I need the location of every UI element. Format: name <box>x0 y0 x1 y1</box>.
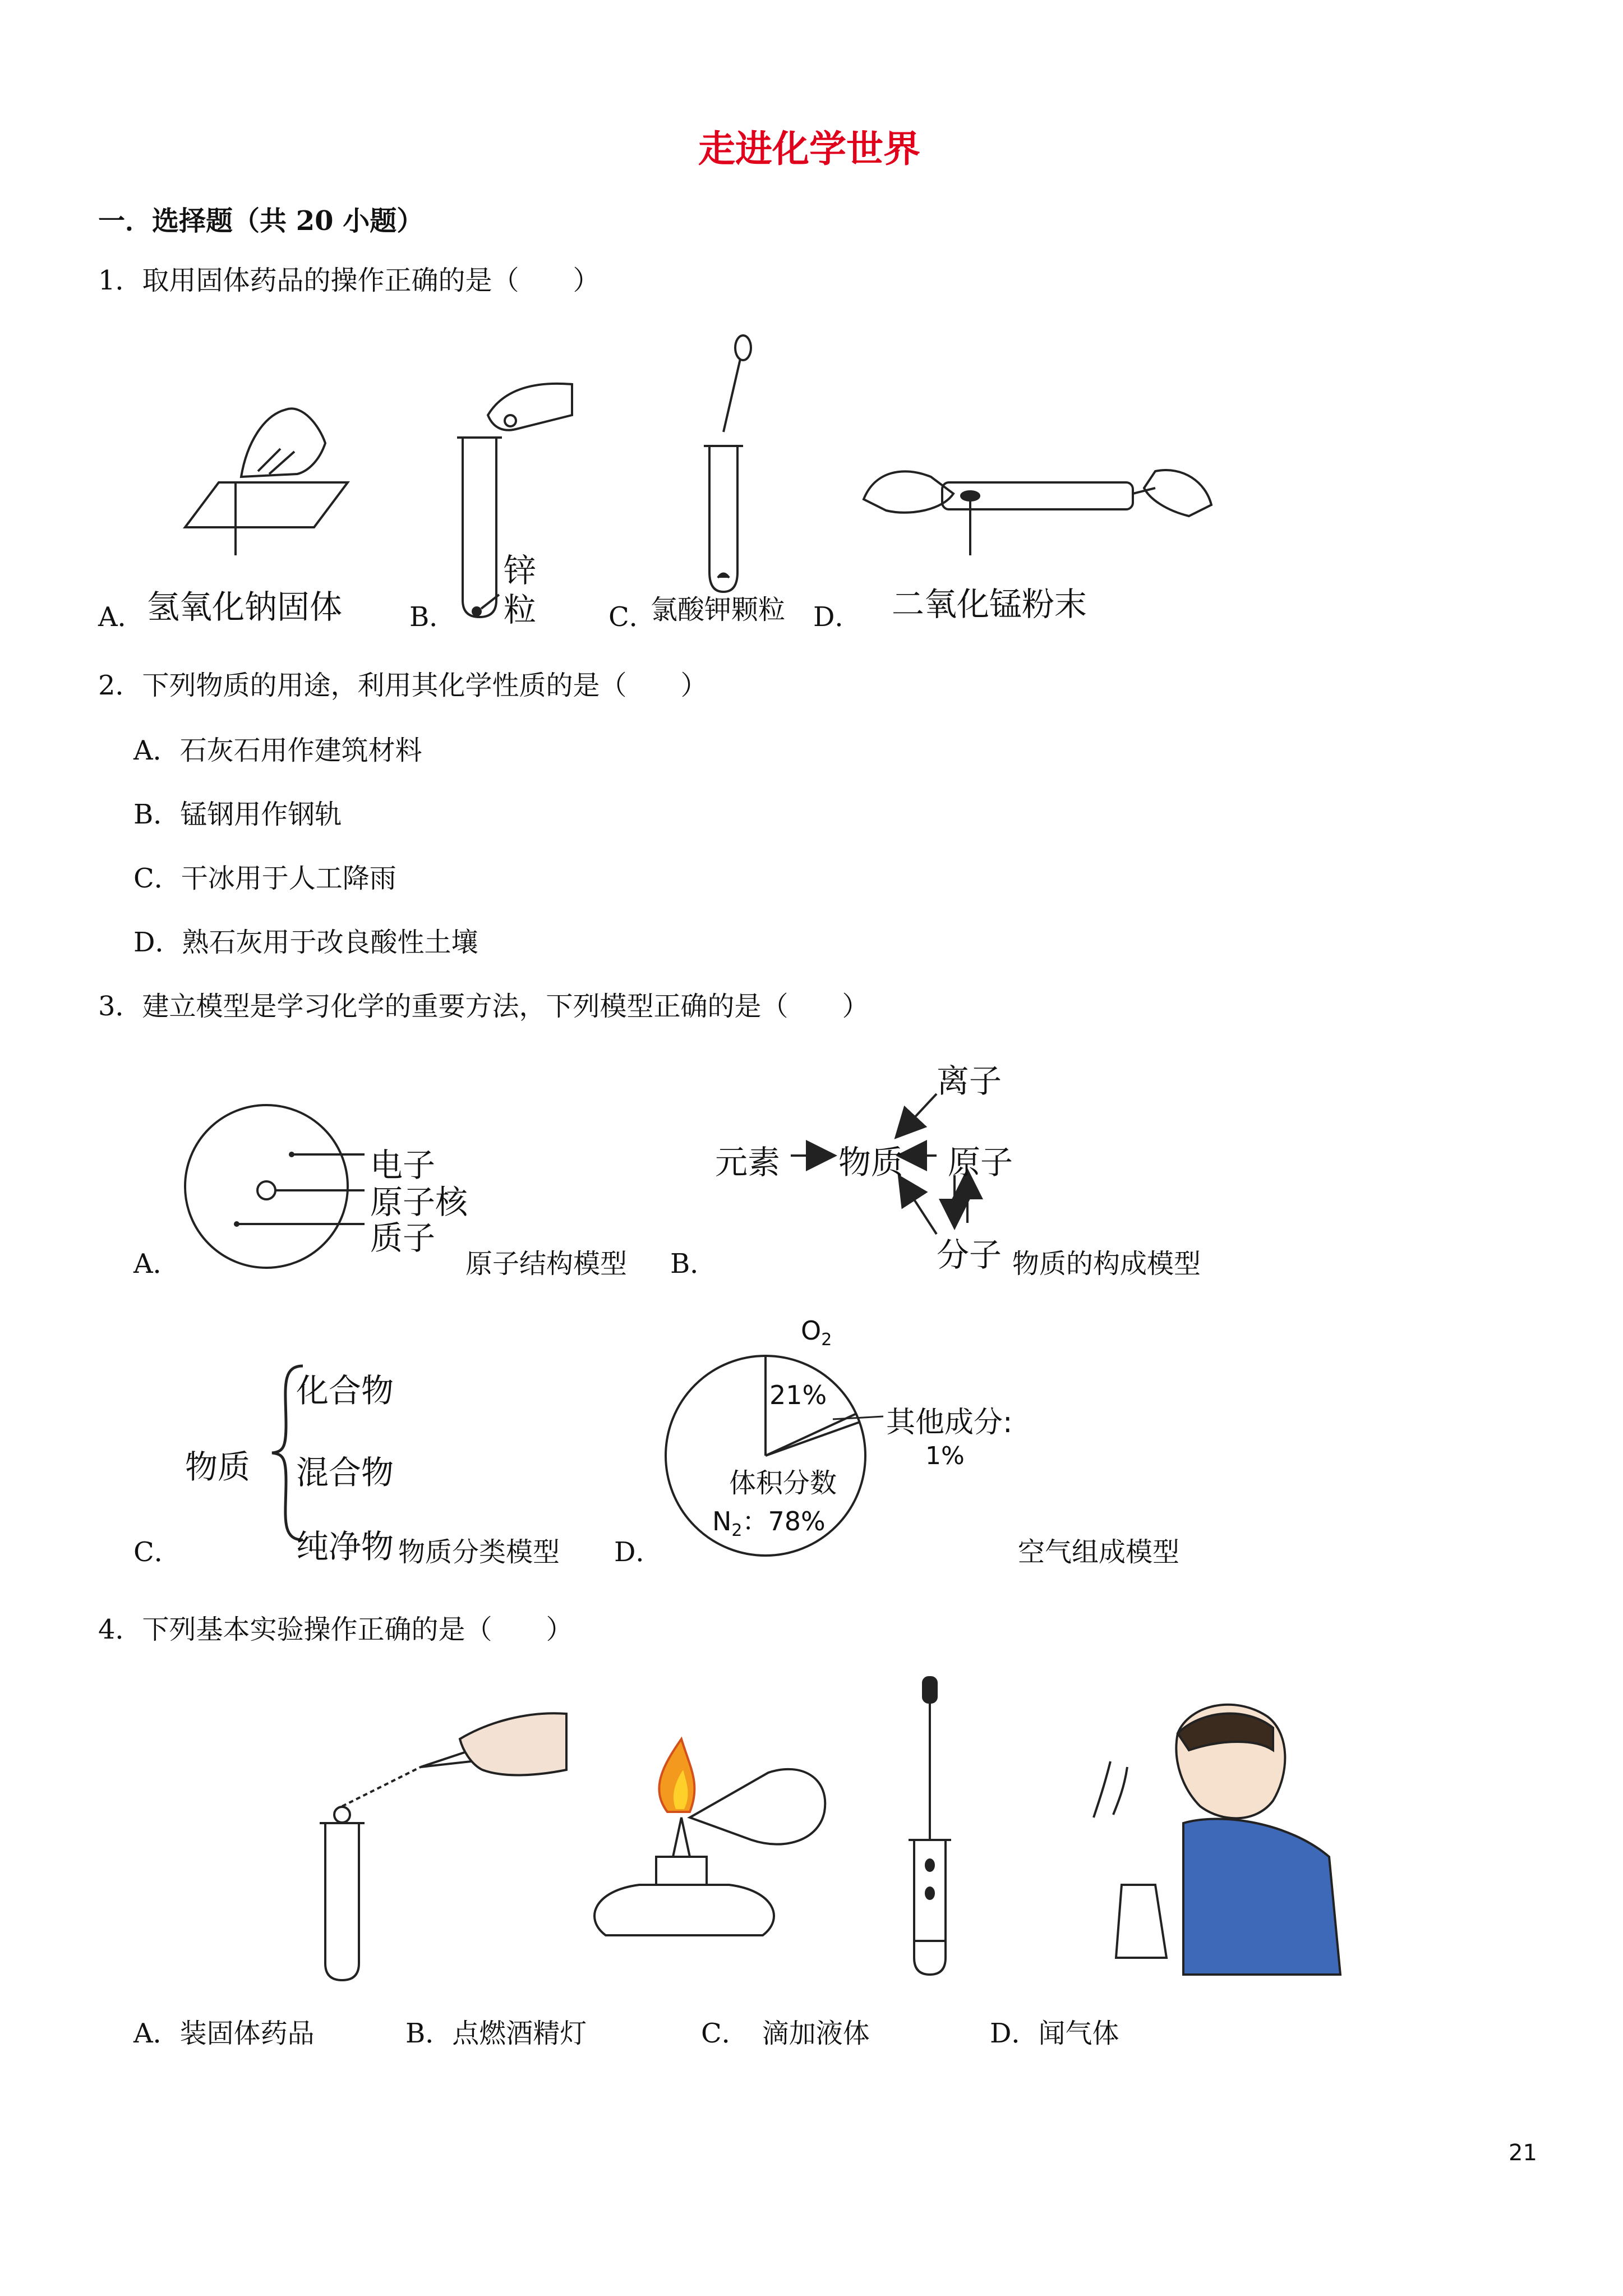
q3-c-pure-label: 纯净物 <box>296 1527 394 1566</box>
q4-option-c: C． 滴加液体 <box>701 2018 870 2049</box>
q3-option-c-letter: C． <box>133 1536 181 1568</box>
q1-a-figure <box>185 408 348 555</box>
section-heading: 一．选择题（共 20 小题） <box>98 205 424 237</box>
q3-option-d-caption: 空气组成模型 <box>1018 1536 1180 1568</box>
q1-c-figure <box>704 335 751 592</box>
q3-option-d-letter: D． <box>614 1536 663 1568</box>
q4-option-a: A．装固体药品 <box>133 2018 315 2049</box>
q3-c-mixture-label: 混合物 <box>296 1453 394 1492</box>
q1-option-d-letter: D． <box>813 601 862 633</box>
q1-option-a-letter: A． <box>98 601 145 633</box>
q4-c-figure <box>909 1677 951 1975</box>
q1-stem: 1．取用固体药品的操作正确的是（ ） <box>98 265 600 296</box>
q3-option-c-caption: 物质分类模型 <box>398 1536 560 1568</box>
q3-b-molecule-label: 分子 <box>937 1236 1002 1274</box>
q2-option-b: B．锰钢用作钢轨 <box>133 799 342 830</box>
q1-option-a-label: 氢氧化钠固体 <box>147 588 343 626</box>
q1-option-b-label-2: 粒 <box>504 591 537 629</box>
q3-d-o2-label: $O_2$ <box>801 1315 832 1350</box>
q1-figures <box>157 331 1279 623</box>
q3-b-element-label: 元素 <box>715 1143 781 1181</box>
q3-stem: 3．建立模型是学习化学的重要方法，下列模型正确的是（ ） <box>98 991 869 1022</box>
q4-option-b: B．点燃酒精灯 <box>405 2018 587 2049</box>
q4-option-d: D．闻气体 <box>990 2018 1119 2049</box>
q3-d-n2-label: $N_2$：78% <box>712 1506 826 1541</box>
q2-stem: 2．下列物质的用途，利用其化学性质的是（ ） <box>98 670 708 701</box>
q3-d-21-label: 21% <box>769 1380 827 1410</box>
q3-option-a-letter: A． <box>133 1248 180 1280</box>
q1-option-b-label-1: 锌 <box>504 551 537 590</box>
q3-c-matter-label: 物质 <box>185 1448 251 1486</box>
q2-option-c: C．干冰用于人工降雨 <box>133 863 396 894</box>
q1-option-c-letter: C． <box>608 601 656 633</box>
q3-option-b-caption: 物质的构成模型 <box>1012 1248 1201 1280</box>
q3-d-1-label: 1% <box>925 1442 965 1470</box>
q3-a-nucleus-label: 原子核 <box>370 1183 468 1221</box>
q4-a-figure <box>320 1713 566 1980</box>
q1-option-d-label: 二氧化锰粉末 <box>892 585 1087 623</box>
q3-d-volume-label: 体积分数 <box>729 1467 837 1499</box>
q3-option-b-letter: B． <box>670 1248 717 1280</box>
q3-b-matter-label: 物质 <box>838 1143 904 1181</box>
q3-a-electron-label: 电子 <box>370 1146 436 1184</box>
q3-b-atom-label: 原子 <box>948 1143 1013 1181</box>
q4-figures <box>303 1672 1396 1997</box>
q2-option-d: D．熟石灰用于改良酸性土壤 <box>133 927 478 958</box>
q4-stem: 4．下列基本实验操作正确的是（ ） <box>98 1614 573 1645</box>
q3-b-ion-label: 离子 <box>937 1062 1002 1100</box>
q3-c-compound-label: 化合物 <box>296 1372 394 1410</box>
q2-option-a: A．石灰石用作建筑材料 <box>133 735 422 766</box>
q1-option-c-label: 氯酸钾颗粒 <box>651 594 786 625</box>
page-number: 21 <box>1509 2140 1537 2166</box>
q1-option-b-letter: B． <box>409 601 457 633</box>
q4-b-figure <box>594 1739 825 1935</box>
q3-option-a-caption: 原子结构模型 <box>465 1248 628 1280</box>
q4-d-figure <box>1094 1705 1340 1975</box>
q3-d-other-label: 其他成分: <box>886 1406 1013 1439</box>
page-title: 走进化学世界 <box>698 127 920 171</box>
q3-a-proton-label: 质子 <box>370 1219 436 1257</box>
q1-d-figure <box>864 470 1211 555</box>
